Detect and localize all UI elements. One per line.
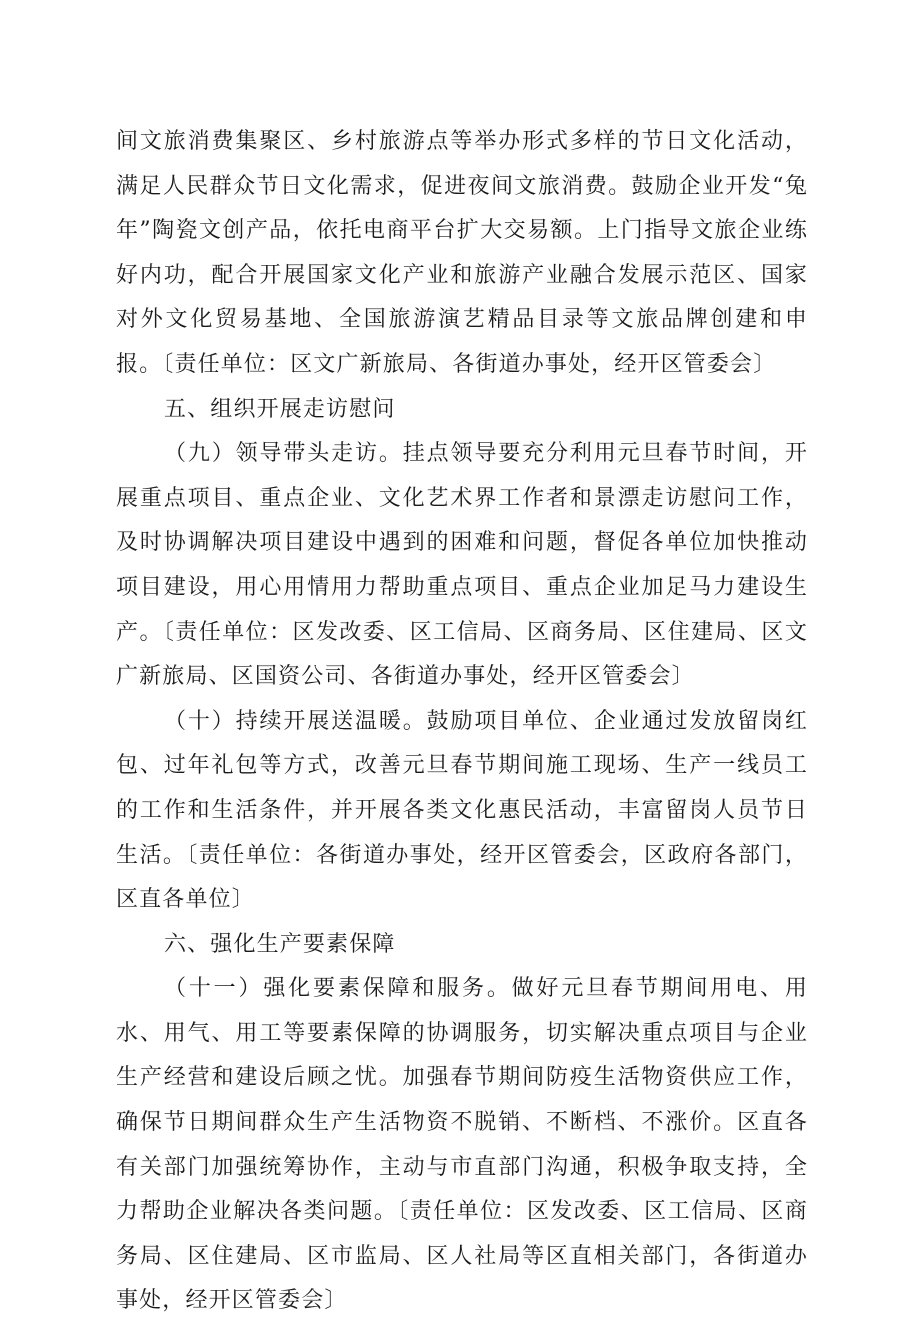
paragraph-factor-guarantee: （十一）强化要素保障和服务。做好元旦春节期间用电、用水、用气、用工等要素保障的协调服务，切实解决重点项目与企业生产经营和建设后顾之忧。加强春节期间防疫生活物资供应工作，确保节日期间群众生产生活物资不脱销、不断档、不涨价。区直各有关部门加强统筹协作，主动与市直部门沟通，积极争取支持，全力帮助企业解决各类问题。〔责任单位：区发改委、区工信局、区商务局、区住建局、区市监局、区人社局等区直相关部门，各街道办事处，经开区管委会〕 <box>116 976 808 1314</box>
document-body <box>116 120 808 1324</box>
section-heading-production-factors: 六、强化生产要素保障 <box>164 931 396 957</box>
section-heading-visits: 五、组织开展走访慰问 <box>164 396 396 422</box>
paragraph-cultural-tourism: 间文旅消费集聚区、乡村旅游点等举办形式多样的节日文化活动，满足人民群众节日文化需求，促进夜间文旅消费。鼓励企业开发“兔年”陶瓷文创产品，依托电商平台扩大交易额。上门指导文旅企业练好内功，配合开展国家文化产业和旅游产业融合发展示范区、国家对外文化贸易基地、全国旅游演艺精品目录等文旅品牌创建和申报。〔责任单位：区文广新旅局、各街道办事处，经开区管委会〕 <box>116 129 808 377</box>
paragraph-send-warmth: （十）持续开展送温暖。鼓励项目单位、企业通过发放留岗红包、过年礼包等方式，改善元旦春节期间施工现场、生产一线员工的工作和生活条件，并开展各类文化惠民活动，丰富留岗人员节日生活。〔责任单位：各街道办事处，经开区管委会，区政府各部门，区直各单位〕 <box>116 708 808 913</box>
paragraph-leader-visits: （九）领导带头走访。挂点领导要充分利用元旦春节时间，开展重点项目、重点企业、文化艺术界工作者和景漂走访慰问工作，及时协调解决项目建设中遇到的困难和问题，督促各单位加快推动项目建设，用心用情用力帮助重点项目、重点企业加足马力建设生产。〔责任单位：区发改委、区工信局、区商务局、区住建局、区文广新旅局、区国资公司、各街道办事处，经开区管委会〕 <box>116 441 808 690</box>
